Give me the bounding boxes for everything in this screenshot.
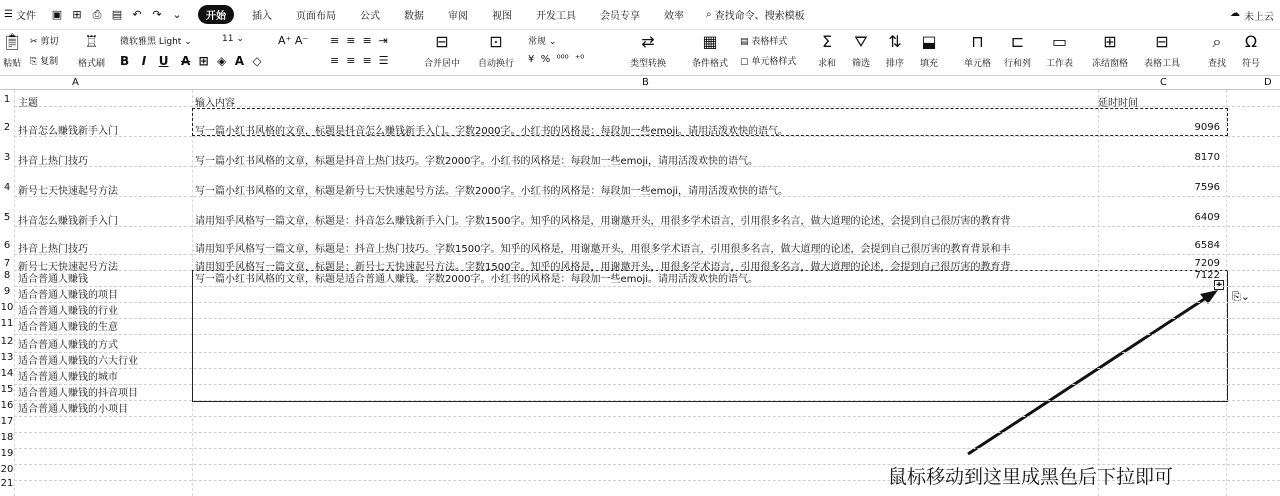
funnel-icon: ⛛ xyxy=(854,32,868,51)
gridline xyxy=(14,302,1280,303)
cloud-icon: ☁ xyxy=(1230,8,1240,19)
worksheet-label: 工作表 xyxy=(1046,59,1074,69)
symbol-label: 符号 xyxy=(1242,59,1261,69)
print-icon[interactable]: ⎙ xyxy=(92,7,102,21)
fill-down-icon: ⬓ xyxy=(921,32,937,51)
column-header-d[interactable]: D xyxy=(1264,77,1272,88)
row-number[interactable]: 3 xyxy=(3,152,11,163)
table-tools-button[interactable] xyxy=(1144,32,1180,69)
row-col-label: 行和列 xyxy=(1004,59,1032,69)
gridline xyxy=(14,352,1280,353)
align-horizontal-group xyxy=(330,54,389,67)
increase-font-icon[interactable]: A⁺ xyxy=(278,34,292,47)
worksheet-icon: ▭ xyxy=(1051,32,1068,51)
tab-1[interactable]: 插入 xyxy=(251,11,272,22)
row-number[interactable]: 1 xyxy=(3,94,11,105)
cell-a[interactable]: 适合普通人赚钱的城市 xyxy=(18,372,118,383)
cell-a[interactable]: 适合普通人赚钱的行业 xyxy=(18,306,118,317)
merge-center-label: 合并居中 xyxy=(424,59,461,69)
sum-button[interactable] xyxy=(818,32,836,69)
header-cell[interactable]: 延时时间 xyxy=(1098,98,1138,109)
row-number[interactable]: 8 xyxy=(3,270,11,281)
cell-a[interactable]: 适合普通人赚钱的项目 xyxy=(18,290,118,301)
hamburger-icon: ☰ xyxy=(4,9,13,20)
column-header-a[interactable]: A xyxy=(72,77,79,88)
table-grid-icon: ▦ xyxy=(702,32,718,51)
number-format-select[interactable] xyxy=(528,34,556,47)
indent-icon[interactable]: ⇥ xyxy=(378,34,388,47)
wrap-text-button[interactable] xyxy=(478,32,514,69)
find-button[interactable] xyxy=(1208,32,1226,69)
table-tools-icon: ⊟ xyxy=(1155,32,1169,51)
paste-options-icon[interactable]: ⎘⌄ xyxy=(1232,290,1251,303)
copy-icon: ⎘ xyxy=(30,57,38,67)
sort-icon: ⇅ xyxy=(888,32,902,51)
cell-a[interactable]: 抖音怎么赚钱新手入门 xyxy=(18,126,118,137)
gridline xyxy=(14,400,1280,401)
cell-a[interactable]: 适合普通人赚钱的方式 xyxy=(18,340,118,351)
wrap-text-label: 自动换行 xyxy=(478,59,515,69)
align-left-icon[interactable]: ≡ xyxy=(330,54,340,67)
cell-c[interactable]: 7596 xyxy=(1194,182,1220,193)
cell-a[interactable]: 新号七天快速起号方法 xyxy=(18,262,118,273)
print-preview-icon[interactable]: ▤ xyxy=(111,7,123,21)
gridline xyxy=(14,384,1280,385)
cloud-status-label: 未上云 xyxy=(1244,12,1274,23)
align-center-icon[interactable]: ≡ xyxy=(346,54,356,67)
symbol-button[interactable] xyxy=(1242,32,1260,69)
cond-format-label: 条件格式 xyxy=(692,59,729,69)
cell-a[interactable]: 适合普通人赚钱 xyxy=(18,274,88,285)
row-number[interactable]: 9 xyxy=(3,286,11,297)
paste-button[interactable] xyxy=(2,32,22,69)
filter-button[interactable] xyxy=(852,32,870,69)
search-icon: ⌕ xyxy=(1212,32,1222,51)
copy-label: 复制 xyxy=(40,57,59,67)
row-number[interactable]: 4 xyxy=(3,182,11,193)
underline-icon[interactable]: U xyxy=(158,54,169,68)
row-number[interactable]: 15 xyxy=(0,384,14,395)
cell-b[interactable]: 请用知乎风格写一篇文章，标题是：抖音上热门技巧。字数1500字。知乎的风格是，用谢邀开头，用很多学术语言，引用很多名言，做大道理的论述，会提到自己很厉害的教育背景和丰 xyxy=(195,244,1011,255)
gridline xyxy=(14,432,1280,433)
distribute-icon[interactable]: ☰ xyxy=(378,54,389,67)
merge-center-button[interactable] xyxy=(424,32,460,69)
gridline xyxy=(14,286,1280,287)
font-size-select[interactable] xyxy=(222,34,244,44)
cell-b[interactable]: 写一篇小红书风格的文章，标题是抖音怎么赚钱新手入门。字数2000字。小红书的风格是：每段加一些emoji。请用活泼欢快的语气。 xyxy=(195,126,789,137)
type-convert-label: 类型转换 xyxy=(630,59,667,69)
row-number[interactable]: 11 xyxy=(0,318,14,329)
cell-c[interactable]: 8170 xyxy=(1194,152,1220,163)
strikethrough-icon[interactable]: A xyxy=(181,54,191,68)
font-size-value: 11 xyxy=(222,34,234,44)
cell-a[interactable]: 新号七天快速起号方法 xyxy=(18,186,118,197)
freeze-button[interactable] xyxy=(1092,32,1128,69)
tab-4[interactable]: 数据 xyxy=(403,11,424,22)
cells-label: 单元格 xyxy=(964,59,992,69)
filter-label: 筛选 xyxy=(852,59,871,69)
row-number[interactable]: 16 xyxy=(0,400,14,411)
fill-button[interactable] xyxy=(920,32,938,69)
align-middle-icon[interactable]: ≡ xyxy=(346,34,356,47)
row-number[interactable]: 7 xyxy=(3,258,11,269)
format-painter-button[interactable] xyxy=(78,32,105,69)
thousands-icon[interactable]: ⁰⁰⁰ xyxy=(556,54,569,65)
cell-icon: ⊓ xyxy=(971,32,984,51)
column-header-c[interactable]: C xyxy=(1160,77,1167,88)
tab-3[interactable]: 公式 xyxy=(359,11,380,22)
align-top-icon[interactable]: ≡ xyxy=(330,34,340,47)
cell-c[interactable]: 7122 xyxy=(1194,270,1220,281)
redo-icon[interactable]: ↷ xyxy=(152,7,162,21)
annotation-arrow xyxy=(0,90,1280,496)
table-tools-label: 表格工具 xyxy=(1144,59,1181,69)
header-cell[interactable]: 主题 xyxy=(18,98,38,109)
command-search[interactable] xyxy=(706,7,805,22)
omega-icon: Ω xyxy=(1244,32,1258,51)
gridline xyxy=(14,448,1280,449)
cell-c[interactable]: 7209 xyxy=(1194,258,1220,269)
cell-b[interactable]: 写一篇小红书风格的文章，标题是抖音上热门技巧。字数2000字。小红书的风格是：每段加一些emoji，请用活泼欢快的语气。 xyxy=(195,156,759,167)
cell-a[interactable]: 抖音上热门技巧 xyxy=(18,244,88,255)
cell-style-button[interactable] xyxy=(740,54,796,67)
file-menu[interactable] xyxy=(4,7,36,22)
cut-button[interactable] xyxy=(30,34,58,47)
cell-b[interactable]: 写一篇小红书风格的文章，标题是适合普通人赚钱。字数2000字。小红书的风格是：每段加一些emoji。请用活泼欢快的语气。 xyxy=(195,274,759,285)
find-label: 查找 xyxy=(1208,59,1227,69)
tab-9[interactable]: 效率 xyxy=(663,11,684,22)
clear-format-icon[interactable]: ◇ xyxy=(252,54,262,68)
search-icon: ⌕ xyxy=(705,9,712,20)
number-format-value: 常规 xyxy=(528,37,547,47)
cell-b[interactable]: 请用知乎风格写一篇文章，标题是：新号七天快速起号方法。字数1500字。知乎的风格是，用谢邀开头，用很多学术语言，引用很多名言，做大道理的论述，会提到自己很厉害的教育背 xyxy=(195,262,1011,273)
sort-button[interactable] xyxy=(886,32,904,69)
align-top-group xyxy=(330,34,388,47)
row-number[interactable]: 13 xyxy=(0,352,14,363)
header-cell[interactable]: 输入内容 xyxy=(195,98,235,109)
row-col-button[interactable] xyxy=(1004,32,1031,69)
cell-c[interactable]: 9096 xyxy=(1194,122,1220,133)
wrap-icon: ⊡ xyxy=(489,32,503,51)
cell-c[interactable]: 6584 xyxy=(1194,240,1220,251)
font-color-icon[interactable]: A xyxy=(234,54,244,68)
type-convert-button[interactable] xyxy=(630,32,666,69)
cell-c[interactable]: 6409 xyxy=(1194,212,1220,223)
command-search-placeholder: 查找命令、搜索模板 xyxy=(714,11,805,22)
decrease-font-icon[interactable]: A⁻ xyxy=(294,34,309,47)
freeze-icon: ⊞ xyxy=(1103,32,1117,51)
save-icon[interactable]: ▣ xyxy=(51,7,63,21)
tab-6[interactable]: 视图 xyxy=(491,11,512,22)
row-number[interactable]: 10 xyxy=(0,302,14,313)
chevron-down-icon: ⌄ xyxy=(548,37,557,47)
cell-a[interactable]: 抖音上热门技巧 xyxy=(18,156,88,167)
cell-b[interactable]: 请用知乎风格写一篇文章，标题是：抖音怎么赚钱新手入门。字数1500字。知乎的风格是，用谢邀开头，用很多学术语言，引用很多名言，做大道理的论述，会提到自己很厉害的教育背 xyxy=(195,216,1011,227)
quick-access-toolbar xyxy=(50,8,184,22)
cell-a[interactable]: 适合普通人赚钱的抖音项目 xyxy=(18,388,138,399)
align-right-icon[interactable]: ≡ xyxy=(362,54,372,67)
row-number[interactable]: 12 xyxy=(0,336,14,347)
gridline xyxy=(14,334,1280,335)
cond-format-button[interactable] xyxy=(692,32,728,69)
cell-b[interactable]: 写一篇小红书风格的文章，标题是新号七天快速起号方法。字数2000字。小红书的风格是：每段加一些emoji，请用活泼欢快的语气。 xyxy=(195,186,789,197)
tab-2[interactable]: 页面布局 xyxy=(295,11,336,22)
font-name-value: 微软雅黑 Light xyxy=(120,37,182,47)
ribbon xyxy=(0,30,1280,76)
table-style-button[interactable] xyxy=(740,34,787,47)
border-icon[interactable]: ⊞ xyxy=(198,54,209,68)
freeze-label: 冻结窗格 xyxy=(1092,59,1129,69)
sheet-grid[interactable] xyxy=(0,90,1280,496)
percent-icon[interactable]: % xyxy=(540,54,551,65)
gridline xyxy=(14,318,1280,319)
cell-style-icon: ▢ xyxy=(740,57,749,67)
file-menu-label: 文件 xyxy=(15,11,36,22)
worksheet-button[interactable] xyxy=(1046,32,1073,69)
export-pdf-icon[interactable]: ⊞ xyxy=(72,7,82,21)
row-number[interactable]: 20 xyxy=(0,464,14,475)
number-tools xyxy=(528,54,584,65)
chevron-down-icon: ⌄ xyxy=(184,37,192,47)
menu-bar xyxy=(0,0,1280,30)
font-size-adjust[interactable] xyxy=(278,34,308,47)
column-header-b[interactable]: B xyxy=(642,77,649,88)
chevron-down-icon[interactable]: ⌄ xyxy=(172,7,182,21)
tab-0[interactable]: 开始 xyxy=(198,5,234,24)
paste-label: 粘贴 xyxy=(3,59,22,69)
font-style-group xyxy=(120,54,262,68)
fill-handle[interactable]: ✚ xyxy=(1214,280,1224,290)
cells-button[interactable] xyxy=(964,32,991,69)
bold-icon[interactable]: B xyxy=(120,54,130,68)
italic-icon[interactable]: I xyxy=(141,54,147,68)
row-col-icon: ⊏ xyxy=(1010,32,1025,51)
gridline xyxy=(14,416,1280,417)
decimal-icon[interactable]: ⁺⁰ xyxy=(575,54,585,65)
column-header-bar xyxy=(0,76,1280,90)
align-bottom-icon[interactable]: ≡ xyxy=(362,34,372,47)
row-number[interactable]: 19 xyxy=(0,448,14,459)
tab-8[interactable]: 会员专享 xyxy=(599,11,640,22)
sigma-icon: Σ xyxy=(821,32,833,51)
row-number[interactable]: 18 xyxy=(0,432,14,443)
cell-style-label: 单元格样式 xyxy=(751,57,797,67)
ribbon-tabs xyxy=(198,5,696,24)
convert-icon: ⇄ xyxy=(641,32,655,51)
cell-a[interactable]: 适合普通人赚钱的生意 xyxy=(18,322,118,333)
row-number[interactable]: 14 xyxy=(0,368,14,379)
cell-a[interactable]: 适合普通人赚钱的六大行业 xyxy=(18,356,138,367)
row-number[interactable]: 17 xyxy=(0,416,14,427)
cloud-status[interactable] xyxy=(1230,8,1274,23)
scissors-icon: ✂ xyxy=(30,37,38,47)
row-number[interactable]: 21 xyxy=(0,478,14,489)
cell-a[interactable]: 抖音怎么赚钱新手入门 xyxy=(18,216,118,227)
row-number[interactable]: 6 xyxy=(3,240,11,251)
tab-7[interactable]: 开发工具 xyxy=(535,11,576,22)
fill-label: 填充 xyxy=(920,59,939,69)
clipboard-icon: 📋︎ xyxy=(2,32,23,51)
cell-a[interactable]: 适合普通人赚钱的小项目 xyxy=(18,404,128,415)
sort-label: 排序 xyxy=(886,59,905,69)
currency-icon[interactable]: ¥ xyxy=(528,54,535,65)
copy-button[interactable] xyxy=(30,54,58,67)
annotation-text: 鼠标移动到这里成黑色后下拉即可 xyxy=(888,466,1174,488)
gridline xyxy=(14,368,1280,369)
row-number[interactable]: 5 xyxy=(3,212,11,223)
sum-label: 求和 xyxy=(818,59,837,69)
tab-5[interactable]: 审阅 xyxy=(447,11,468,22)
table-style-icon: ▤ xyxy=(740,37,749,47)
font-name-select[interactable] xyxy=(120,34,192,47)
merge-icon: ⊟ xyxy=(435,32,449,51)
table-style-label: 表格样式 xyxy=(751,37,788,47)
chevron-down-icon: ⌄ xyxy=(236,34,244,44)
undo-icon[interactable]: ↶ xyxy=(132,7,142,21)
fill-color-icon[interactable]: ◈ xyxy=(217,54,227,68)
row-number[interactable]: 2 xyxy=(3,122,11,133)
cut-label: 剪切 xyxy=(40,37,59,47)
format-painter-label: 格式刷 xyxy=(78,59,106,69)
brush-icon: ♖ xyxy=(84,32,99,51)
